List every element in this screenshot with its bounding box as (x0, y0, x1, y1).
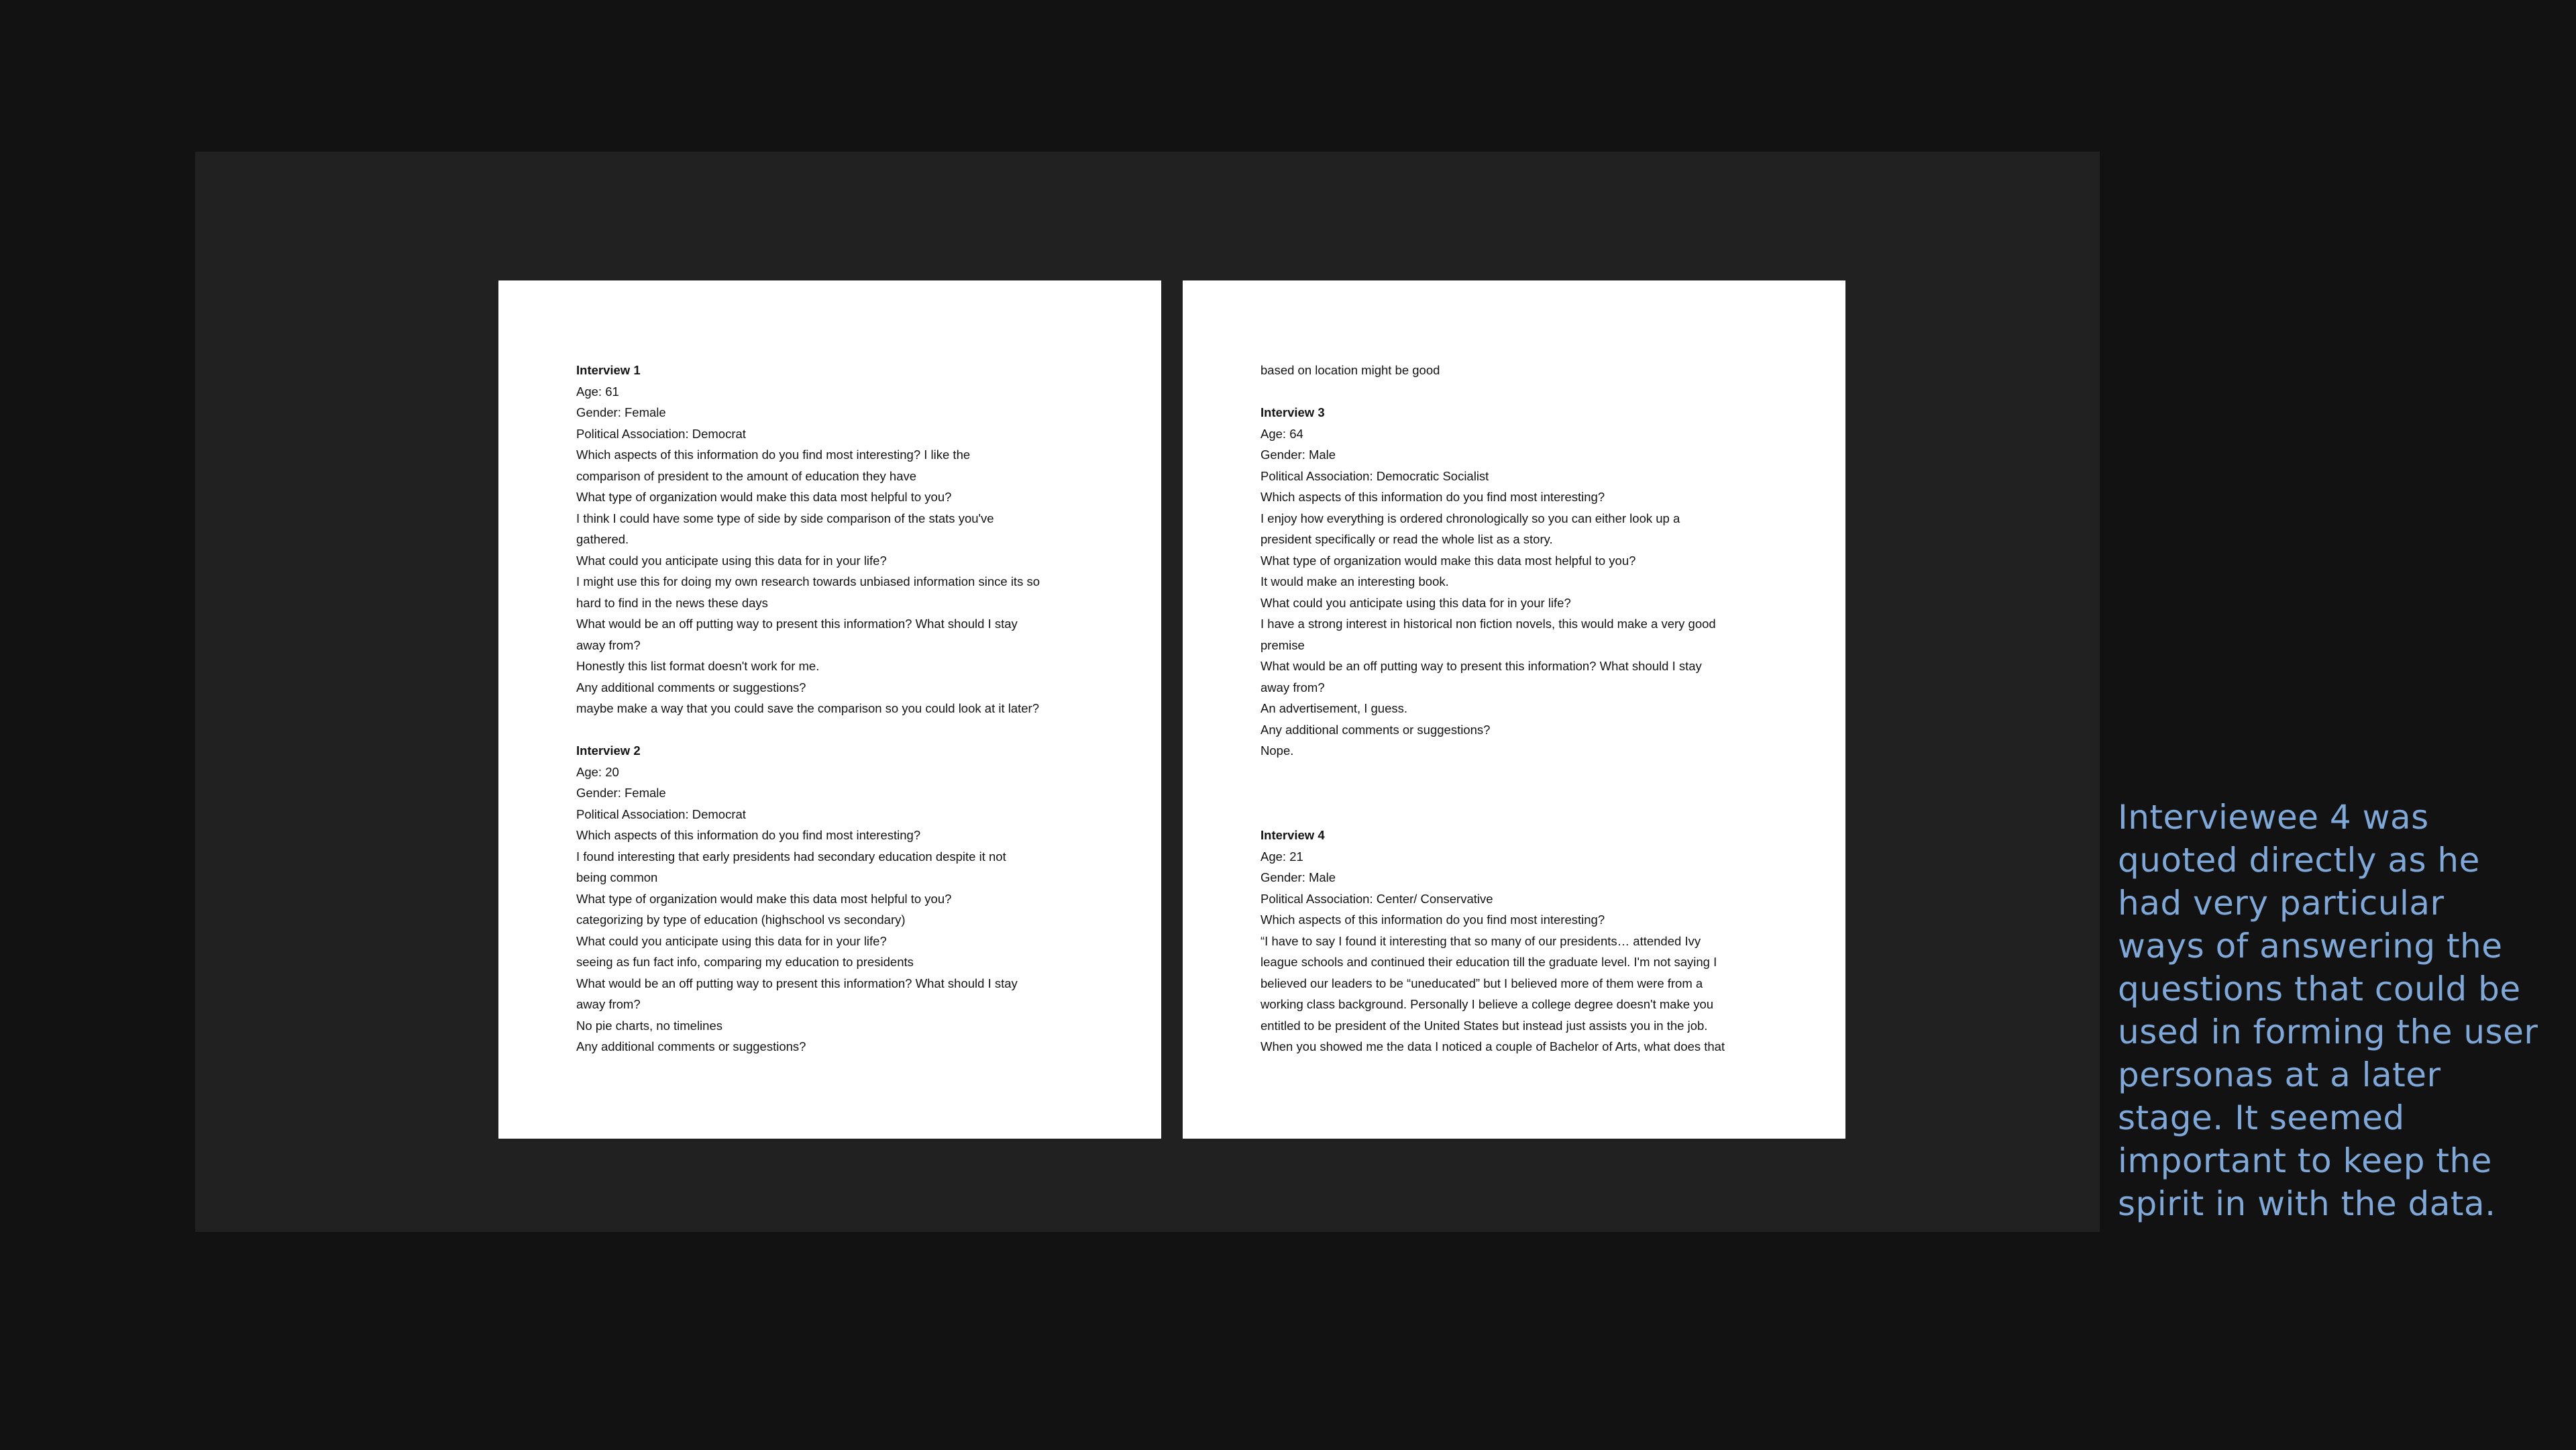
left-page-line: Political Association: Democrat (576, 807, 746, 821)
left-page-heading: Interview 1 (576, 363, 641, 377)
left-page-line: I think I could have some type of side by side comparison of the stats you've (576, 511, 994, 525)
annotation-line: had very particular (2118, 884, 2445, 923)
right-page-line: When you showed me the data I noticed a couple of Bachelor of Arts, what does that (1260, 1039, 1725, 1053)
left-page-line: What could you anticipate using this data for in your life? (576, 553, 887, 568)
annotation-line: ways of answering the (2118, 927, 2503, 966)
right-page-line: Nope. (1260, 743, 1294, 758)
left-page-line: Any additional comments or suggestions? (576, 680, 806, 694)
left-page-line: Which aspects of this information do you find most interesting? I like the (576, 448, 971, 462)
right-page-line: away from? (1260, 680, 1325, 694)
annotation-line: spirit in with the data. (2118, 1184, 2496, 1223)
right-page-line: An advertisement, I guess. (1260, 701, 1408, 715)
left-page-line: Gender: Female (576, 786, 666, 800)
right-page-line: league schools and continued their education till the graduate level. I'm not saying I (1260, 955, 1717, 969)
annotation-line: stage. It seemed (2118, 1098, 2405, 1137)
left-page-line: Which aspects of this information do you find most interesting? (576, 828, 921, 842)
right-page-line: Age: 64 (1260, 426, 1303, 441)
left-page-line: What type of organization would make this data most helpful to you? (576, 891, 952, 906)
right-page-line: I have a strong interest in historical non fiction novels, this would make a very good (1260, 617, 1716, 631)
left-page-heading: Interview 2 (576, 743, 641, 758)
right-page-line: Political Association: Center/ Conservative (1260, 891, 1493, 906)
left-page-line: away from? (576, 997, 641, 1011)
left-page-line: comparison of president to the amount of education they have (576, 468, 917, 483)
right-page-line: Which aspects of this information do you find most interesting? (1260, 490, 1605, 504)
left-page-line: No pie charts, no timelines (576, 1018, 722, 1033)
right-page-heading: Interview 4 (1260, 828, 1325, 842)
right-page-line: “I have to say I found it interesting that so many of our presidents… attended Ivy (1260, 933, 1701, 948)
left-page-line: being common (576, 870, 658, 884)
left-page-line: I might use this for doing my own research towards unbiased information since its so (576, 574, 1040, 588)
right-page-line: Any additional comments or suggestions? (1260, 722, 1491, 737)
left-page-line: Political Association: Democrat (576, 426, 746, 441)
annotation-line: personas at a later (2118, 1055, 2441, 1094)
left-page-line: What would be an off putting way to present this information? What should I stay (576, 617, 1018, 631)
left-page-line: Age: 20 (576, 764, 619, 779)
right-page-line: premise (1260, 637, 1305, 652)
right-page-line: working class background. Personally I believe a college degree doesn't make you (1260, 997, 1714, 1011)
annotation-line: Interviewee 4 was (2118, 798, 2429, 837)
left-page-line: I found interesting that early presidents had secondary education despite it not (576, 849, 1006, 864)
right-page-heading: Interview 3 (1260, 405, 1325, 419)
left-page-line: What would be an off putting way to present this information? What should I stay (576, 976, 1018, 990)
right-page-line: Gender: Male (1260, 448, 1336, 462)
left-page-line: maybe make a way that you could save the comparison so you could look at it later? (576, 701, 1040, 715)
left-page-line: Honestly this list format doesn't work for me. (576, 659, 820, 673)
annotation-line: quoted directly as he (2118, 841, 2480, 880)
left-page-line: away from? (576, 637, 641, 652)
right-page-line: What type of organization would make this data most helpful to you? (1260, 553, 1636, 568)
right-page-line: based on location might be good (1260, 363, 1440, 377)
left-page-line: hard to find in the news these days (576, 595, 768, 610)
right-page-line: I enjoy how everything is ordered chronologically so you can either look up a (1260, 511, 1680, 525)
left-page-line: gathered. (576, 532, 629, 546)
left-page-line: Age: 61 (576, 384, 619, 399)
right-page-line: It would make an interesting book. (1260, 574, 1449, 588)
right-page-line: What would be an off putting way to present this information? What should I stay (1260, 659, 1702, 673)
right-page-line (1260, 782, 1770, 804)
right-page-line (1260, 762, 1770, 783)
annotation-line: used in forming the user (2118, 1013, 2538, 1051)
right-page-line: Gender: Male (1260, 870, 1336, 884)
left-page-line: Gender: Female (576, 405, 666, 419)
right-page-line: Age: 21 (1260, 849, 1303, 864)
document-page-right (1183, 280, 1845, 1139)
right-page-line: believed our leaders to be “uneducated” but I believed more of them were from a (1260, 976, 1703, 990)
left-page-line: What type of organization would make this data most helpful to you? (576, 490, 952, 504)
left-page-line: seeing as fun fact info, comparing my education to presidents (576, 955, 914, 969)
left-page-line: What could you anticipate using this data for in your life? (576, 933, 887, 948)
right-page-line: Political Association: Democratic Socialist (1260, 468, 1489, 483)
handwritten-annotation (2118, 796, 2547, 1225)
right-page-line: president specifically or read the whole list as a story. (1260, 532, 1553, 546)
annotation-line: important to keep the (2118, 1141, 2492, 1180)
right-page-line: entitled to be president of the United States but instead just assists you in the job. (1260, 1018, 1708, 1033)
right-page-line (1260, 381, 1770, 403)
right-page-line: What could you anticipate using this data for in your life? (1260, 595, 1571, 610)
right-page-line (1260, 804, 1770, 825)
annotation-line: questions that could be (2118, 970, 2521, 1008)
left-page-line: categorizing by type of education (highschool vs secondary) (576, 913, 906, 927)
right-page-line: Which aspects of this information do you find most interesting? (1260, 913, 1605, 927)
document-page-left (498, 280, 1161, 1139)
left-page-line (576, 719, 1086, 741)
left-page-line: Any additional comments or suggestions? (576, 1039, 806, 1053)
